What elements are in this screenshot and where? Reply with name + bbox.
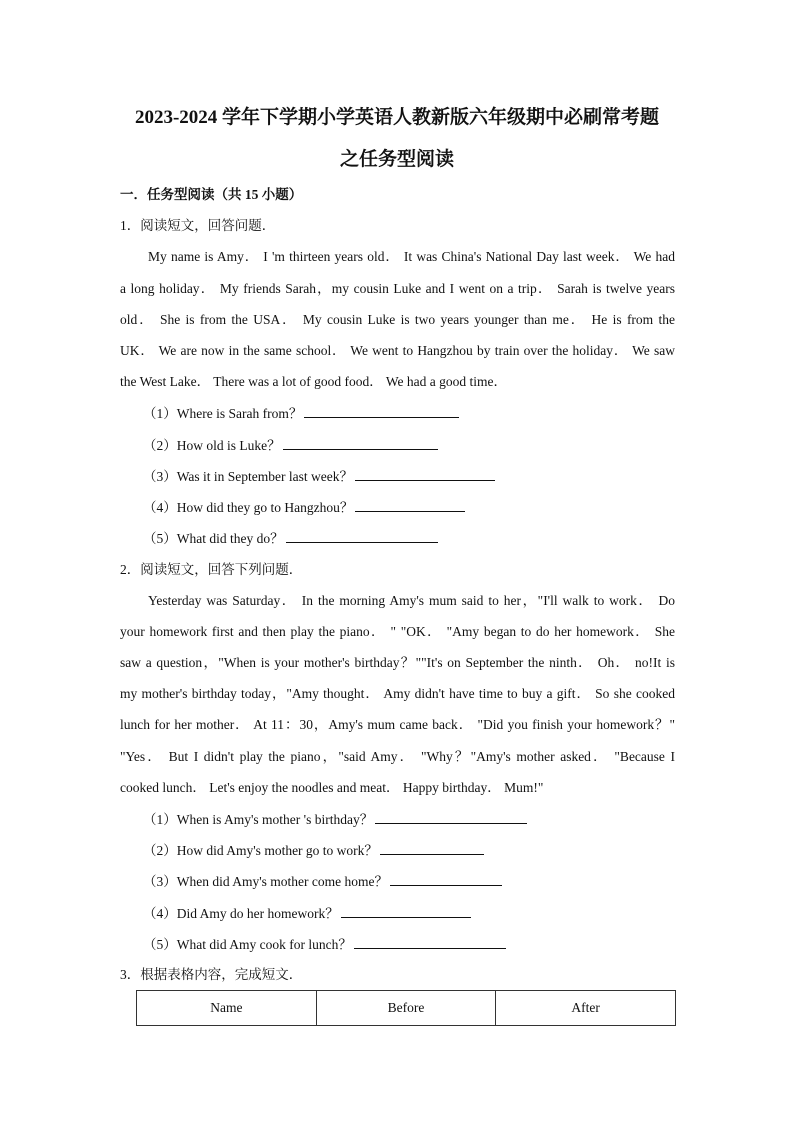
q2-passage-line: saw a question，"When is your mother's birthday？""It's on September the ninth． Oh． no!It is: [120, 655, 675, 670]
table-header-after: After: [496, 991, 676, 1026]
q1-passage-line: old． She is from the USA． My cousin Luke is two years younger than me． He is from the: [120, 312, 675, 327]
answer-blank[interactable]: [355, 467, 495, 481]
answer-blank[interactable]: [283, 436, 438, 450]
answer-blank[interactable]: [341, 904, 471, 918]
answer-blank[interactable]: [380, 841, 484, 855]
table-header-row: [137, 991, 676, 1026]
info-table: [136, 990, 676, 1026]
q1-question-5: （5）What did they do？: [143, 529, 438, 548]
answer-blank[interactable]: [304, 404, 459, 418]
q1-passage-line: UK． We are now in the same school． We went to Hangzhou by train over the holiday． We saw: [120, 343, 675, 358]
q1-heading: 1．阅读短文，回答问题．: [120, 218, 276, 233]
q2-passage-line: my mother's birthday today，"Amy thought． Amy didn't have time to buy a gift． So she cooked: [120, 686, 675, 701]
q2-passage-line: lunch for her mother． At 11：30，Amy's mum came back． "Did you finish your homework？": [120, 717, 675, 732]
answer-blank[interactable]: [354, 935, 506, 949]
q1-question-3: （3）Was it in September last week？: [143, 467, 495, 486]
q1-question-4: （4）How did they go to Hangzhou？: [143, 498, 465, 517]
q2-heading: 2．阅读短文，回答下列问题．: [120, 562, 303, 577]
q2-passage-line: "Yes． But I didn't play the piano，"said Amy． "Why？"Amy's mother asked． "Because I: [120, 749, 675, 764]
q1-question-2: （2）How old is Luke？: [143, 436, 438, 455]
q3-heading: 3．根据表格内容，完成短文．: [120, 967, 303, 982]
q2-passage-line: your homework first and then play the piano． " "OK． "Amy began to do her homework． She: [120, 624, 675, 639]
answer-blank[interactable]: [286, 529, 438, 543]
answer-blank[interactable]: [355, 498, 465, 512]
title-line-2: 之任务型阅读: [339, 149, 454, 170]
q2-passage-line: Yesterday was Saturday． In the morning Amy's mum said to her，"I'll walk to work． Do: [148, 593, 675, 608]
q2-question-4: （4）Did Amy do her homework？: [143, 904, 471, 923]
q1-question-1: （1）Where is Sarah from？: [143, 404, 459, 423]
q1-passage-line: My name is Amy． I 'm thirteen years old． It was China's National Day last week． We had: [148, 249, 675, 264]
q2-passage-line: cooked lunch． Let's enjoy the noodles and meat． Happy birthday． Mum!": [120, 780, 544, 795]
table-header-name: Name: [137, 991, 317, 1026]
table-header-before: Before: [316, 991, 496, 1026]
title-line-1: 2023-2024 学年下学期小学英语人教新版六年级期中必刷常考题: [134, 107, 660, 128]
q2-question-1: （1）When is Amy's mother 's birthday？: [143, 810, 527, 829]
q2-question-5: （5）What did Amy cook for lunch？: [143, 935, 506, 954]
section-heading: 一．任务型阅读（共 15 小题）: [120, 187, 303, 202]
answer-blank[interactable]: [390, 872, 502, 886]
q2-question-3: （3）When did Amy's mother come home？: [143, 872, 502, 891]
q1-passage-line: the West Lake． There was a lot of good food． We had a good time．: [120, 374, 507, 389]
q2-question-2: （2）How did Amy's mother go to work？: [143, 841, 484, 860]
q1-passage-line: a long holiday． My friends Sarah，my cousin Luke and I went on a trip． Sarah is twelve years: [120, 281, 675, 296]
answer-blank[interactable]: [375, 810, 527, 824]
